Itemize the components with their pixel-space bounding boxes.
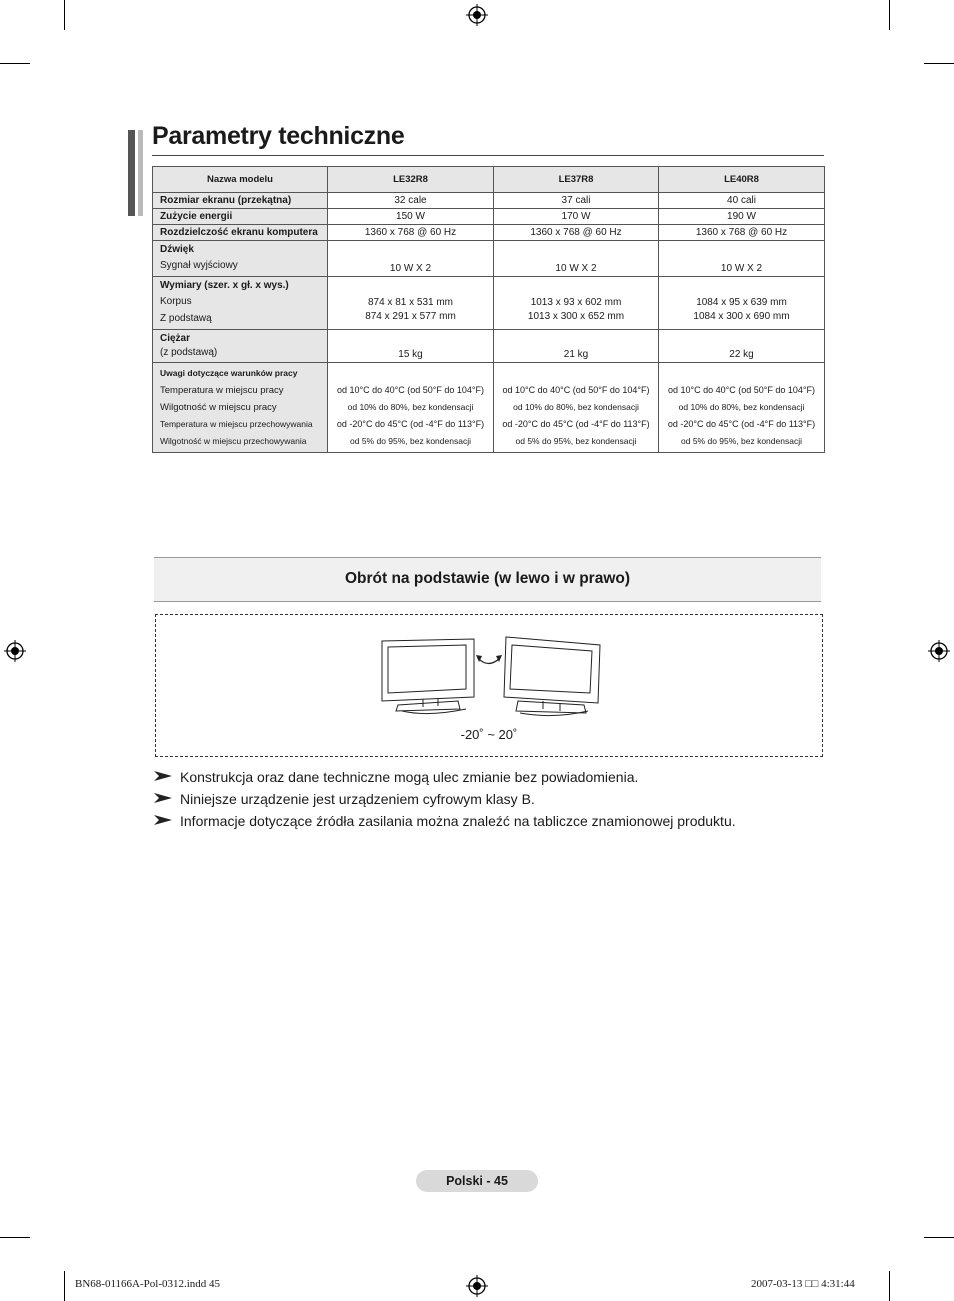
table-row [153, 209, 825, 225]
table-cell: 10 W X 2 [659, 241, 825, 277]
note-arrow-icon [153, 770, 173, 782]
table-cell: 21 kg [494, 330, 659, 363]
row-label: Zużycie energii [153, 209, 328, 225]
table-cell [659, 363, 825, 453]
crop-mark [64, 1271, 65, 1301]
table-row [153, 330, 825, 363]
dimension-body: 1013 x 93 x 602 mm [530, 297, 622, 308]
row-sublabel: Wilgotność w miejscu pracy [160, 402, 277, 413]
row-sublabel: Z podstawą [160, 313, 212, 324]
table-cell: 1360 x 768 @ 60 Hz [328, 225, 494, 241]
registration-mark-icon [4, 640, 26, 662]
row-sublabel: Temperatura w miejscu pracy [160, 385, 284, 396]
crop-mark [924, 1237, 954, 1238]
row-sublabel: Korpus [160, 296, 192, 307]
crop-mark [924, 63, 954, 64]
table-cell [494, 277, 659, 330]
env-op-temp: od 10°C do 40°C (od 50°F do 104°F) [337, 385, 484, 395]
env-st-temp: od -20°C do 45°C (od -4°F do 113°F) [502, 419, 650, 429]
table-cell: 150 W [328, 209, 494, 225]
row-label: Rozdzielczość ekranu komputera [153, 225, 328, 241]
env-op-hum: od 10% do 80%, bez kondensacji [513, 402, 639, 412]
row-sublabel: Temperatura w miejscu przechowywania [160, 419, 313, 429]
row-label: Ciężar [160, 333, 191, 344]
dimension-stand: 1084 x 300 x 690 mm [693, 311, 790, 322]
crop-mark [889, 1271, 890, 1301]
note-item [153, 768, 833, 790]
crop-mark [64, 0, 65, 30]
table-row [153, 363, 825, 453]
table-cell: 190 W [659, 209, 825, 225]
row-label-cell [153, 277, 328, 330]
table-cell [494, 363, 659, 453]
note-arrow-icon [153, 814, 173, 826]
row-sublabel: Sygnał wyjściowy [160, 260, 238, 271]
print-slug-filename: BN68-01166A-Pol-0312.indd 45 [75, 1278, 221, 1290]
crop-mark [0, 63, 30, 64]
table-cell: 10 W X 2 [328, 241, 494, 277]
table-cell: 1360 x 768 @ 60 Hz [659, 225, 825, 241]
table-header-row [153, 167, 825, 193]
table-cell: 37 cali [494, 193, 659, 209]
dimension-stand: 1013 x 300 x 652 mm [527, 311, 625, 322]
note-arrow-icon [153, 792, 173, 804]
env-op-hum: od 10% do 80%, bez kondensacji [347, 402, 474, 412]
row-label-cell [153, 330, 328, 363]
dimension-body: 1084 x 95 x 639 mm [696, 297, 787, 308]
table-cell: 22 kg [659, 330, 825, 363]
row-label-cell [153, 363, 328, 453]
notes-list [153, 768, 833, 834]
table-cell: 10 W X 2 [494, 241, 659, 277]
table-cell [328, 277, 494, 330]
env-st-hum: od 5% do 95%, bez kondensacji [350, 436, 471, 446]
title-accent-bar [128, 130, 135, 216]
table-row [153, 193, 825, 209]
table-cell: 15 kg [328, 330, 494, 363]
page-number-label: Polski - 45 [416, 1170, 538, 1192]
table-cell: 32 cale [328, 193, 494, 209]
swivel-section-title: Obrót na podstawie (w lewo i w prawo) [344, 570, 631, 587]
row-sublabel: (z podstawą) [160, 347, 218, 358]
note-item [153, 812, 833, 834]
row-label: Rozmiar ekranu (przekątna) [153, 193, 328, 209]
tv-swivel-illustration [378, 631, 603, 719]
table-cell: 1360 x 768 @ 60 Hz [494, 225, 659, 241]
table-header-cell: LE40R8 [659, 167, 825, 193]
env-op-temp: od 10°C do 40°C (od 50°F do 104°F) [502, 385, 650, 395]
table-row [153, 277, 825, 330]
row-label: Wymiary (szer. x gł. x wys.) [160, 280, 289, 291]
dimension-stand: 874 x 291 x 577 mm [365, 311, 456, 322]
env-op-temp: od 10°C do 40°C (od 50°F do 104°F) [668, 385, 815, 395]
table-header-cell: LE37R8 [494, 167, 659, 193]
table-cell [328, 363, 494, 453]
table-cell [659, 277, 825, 330]
note-text: Informacje dotyczące źródła zasilania można znaleźć na tabliczce znamionowej produktu. [180, 813, 736, 829]
crop-mark [889, 0, 890, 30]
note-text: Konstrukcja oraz dane techniczne mogą ulec zmianie bez powiadomienia. [180, 769, 639, 785]
swivel-section-header [154, 557, 821, 602]
registration-mark-icon [928, 640, 950, 662]
env-st-hum: od 5% do 95%, bez kondensacji [515, 436, 637, 446]
row-label: Dźwięk [160, 244, 194, 255]
row-label-cell [153, 241, 328, 277]
env-op-hum: od 10% do 80%, bez kondensacji [678, 402, 805, 412]
table-header-cell: LE32R8 [328, 167, 494, 193]
env-st-hum: od 5% do 95%, bez kondensacji [681, 436, 802, 446]
registration-mark-icon [466, 4, 488, 26]
page-title: Parametry techniczne [152, 122, 405, 150]
swivel-angle-label: -20˚ ~ 20˚ [460, 727, 518, 742]
note-item [153, 790, 833, 812]
row-label: Uwagi dotyczące warunków pracy [160, 368, 298, 378]
row-sublabel: Wilgotność w miejscu przechowywania [160, 436, 307, 446]
table-header-cell: Nazwa modelu [153, 167, 328, 193]
print-slug-timestamp: 2007-03-13 □□ 4:31:44 [751, 1278, 855, 1290]
table-row [153, 241, 825, 277]
registration-mark-icon [466, 1275, 488, 1297]
table-cell: 40 cali [659, 193, 825, 209]
note-text: Niniejsze urządzenie jest urządzeniem cyfrowym klasy B. [180, 791, 535, 807]
title-rule [152, 155, 824, 156]
table-cell: 170 W [494, 209, 659, 225]
table-row [153, 225, 825, 241]
crop-mark [0, 1237, 30, 1238]
dimension-body: 874 x 81 x 531 mm [367, 297, 454, 308]
spec-table [152, 166, 825, 453]
title-accent-bar [138, 130, 143, 216]
swivel-illustration-box [155, 614, 823, 757]
env-st-temp: od -20°C do 45°C (od -4°F do 113°F) [667, 419, 816, 429]
env-st-temp: od -20°C do 45°C (od -4°F do 113°F) [336, 419, 485, 429]
